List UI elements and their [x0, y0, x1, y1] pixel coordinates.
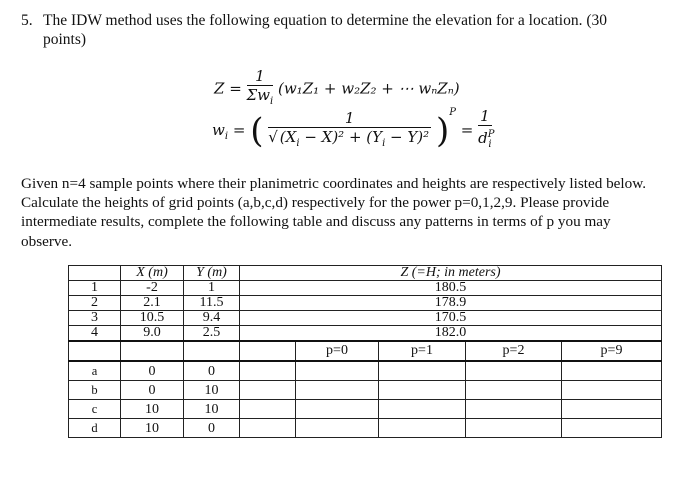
power-p9: p=9: [562, 341, 662, 361]
table-row: c 10 10: [69, 400, 662, 419]
eq-rhs-numerator: 1: [480, 107, 490, 125]
power-p0: p=0: [296, 341, 379, 361]
eq-z-body: (w₁Z₁ + w₂Z₂ + ⋯ wₙZₙ): [277, 79, 460, 98]
eq-z-denominator: $\Sigma w_i$: [246, 86, 274, 107]
header-x: X (m): [121, 266, 184, 281]
eq-power: P: [449, 107, 456, 118]
question-text: The IDW method uses the following equation to determine the elevation for a location. (30 points): [43, 12, 608, 48]
table-row: b 0 10: [69, 381, 662, 400]
eq-w-fraction: [268, 110, 431, 153]
table-row: 4 9.0 2.5 182.0: [69, 326, 662, 342]
eq-rhs-fraction: [478, 107, 495, 154]
idw-equation: [214, 68, 460, 111]
eq-left-paren: (: [250, 111, 264, 151]
eq-w-lhs: $w_i$: [212, 121, 229, 142]
header-row: [69, 266, 662, 281]
eq-w-equals: =: [232, 121, 246, 139]
power-header-row: [69, 341, 662, 361]
table-row: 1 -2 1 180.5: [69, 281, 662, 296]
eq-rhs-denominator: $d^P_i$: [478, 129, 495, 150]
eq-w-rhs-equals: =: [460, 121, 474, 139]
idw-data-table: [68, 265, 662, 438]
eq-z-fraction: [247, 68, 274, 111]
table-row: d 10 0: [69, 419, 662, 438]
corner-cell: [69, 266, 121, 281]
eq-w-denominator: √ $(X_i - X)^2 + (Y_i - Y)^2$: [268, 127, 430, 149]
question-number: 5.: [21, 12, 33, 29]
eq-z-numerator: 1: [247, 68, 274, 86]
power-p1: p=1: [379, 341, 466, 361]
eq-right-paren: ): [435, 111, 450, 151]
header-z: Z (=H; in meters): [240, 266, 662, 281]
eq-w-numerator: 1: [268, 110, 431, 128]
table-row: 3 10.5 9.4 170.5: [69, 311, 662, 326]
header-y: Y (m): [184, 266, 240, 281]
table-row: 2 2.1 11.5 178.9: [69, 296, 662, 311]
eq-z-lhs: Z =: [214, 79, 242, 98]
instructions-paragraph: Given n=4 sample points where their planimetric coordinates and heights are respectively listed below. Calculate the heights of grid points (a,b,c,d) respectively for the power p=0,1,2,9. Please provide intermediate results, complete the following table and discuss any patterns in terms of p you may observe.: [21, 175, 647, 250]
table-row: a 0 0: [69, 361, 662, 381]
power-p2: p=2: [466, 341, 562, 361]
weight-equation: [212, 107, 495, 154]
